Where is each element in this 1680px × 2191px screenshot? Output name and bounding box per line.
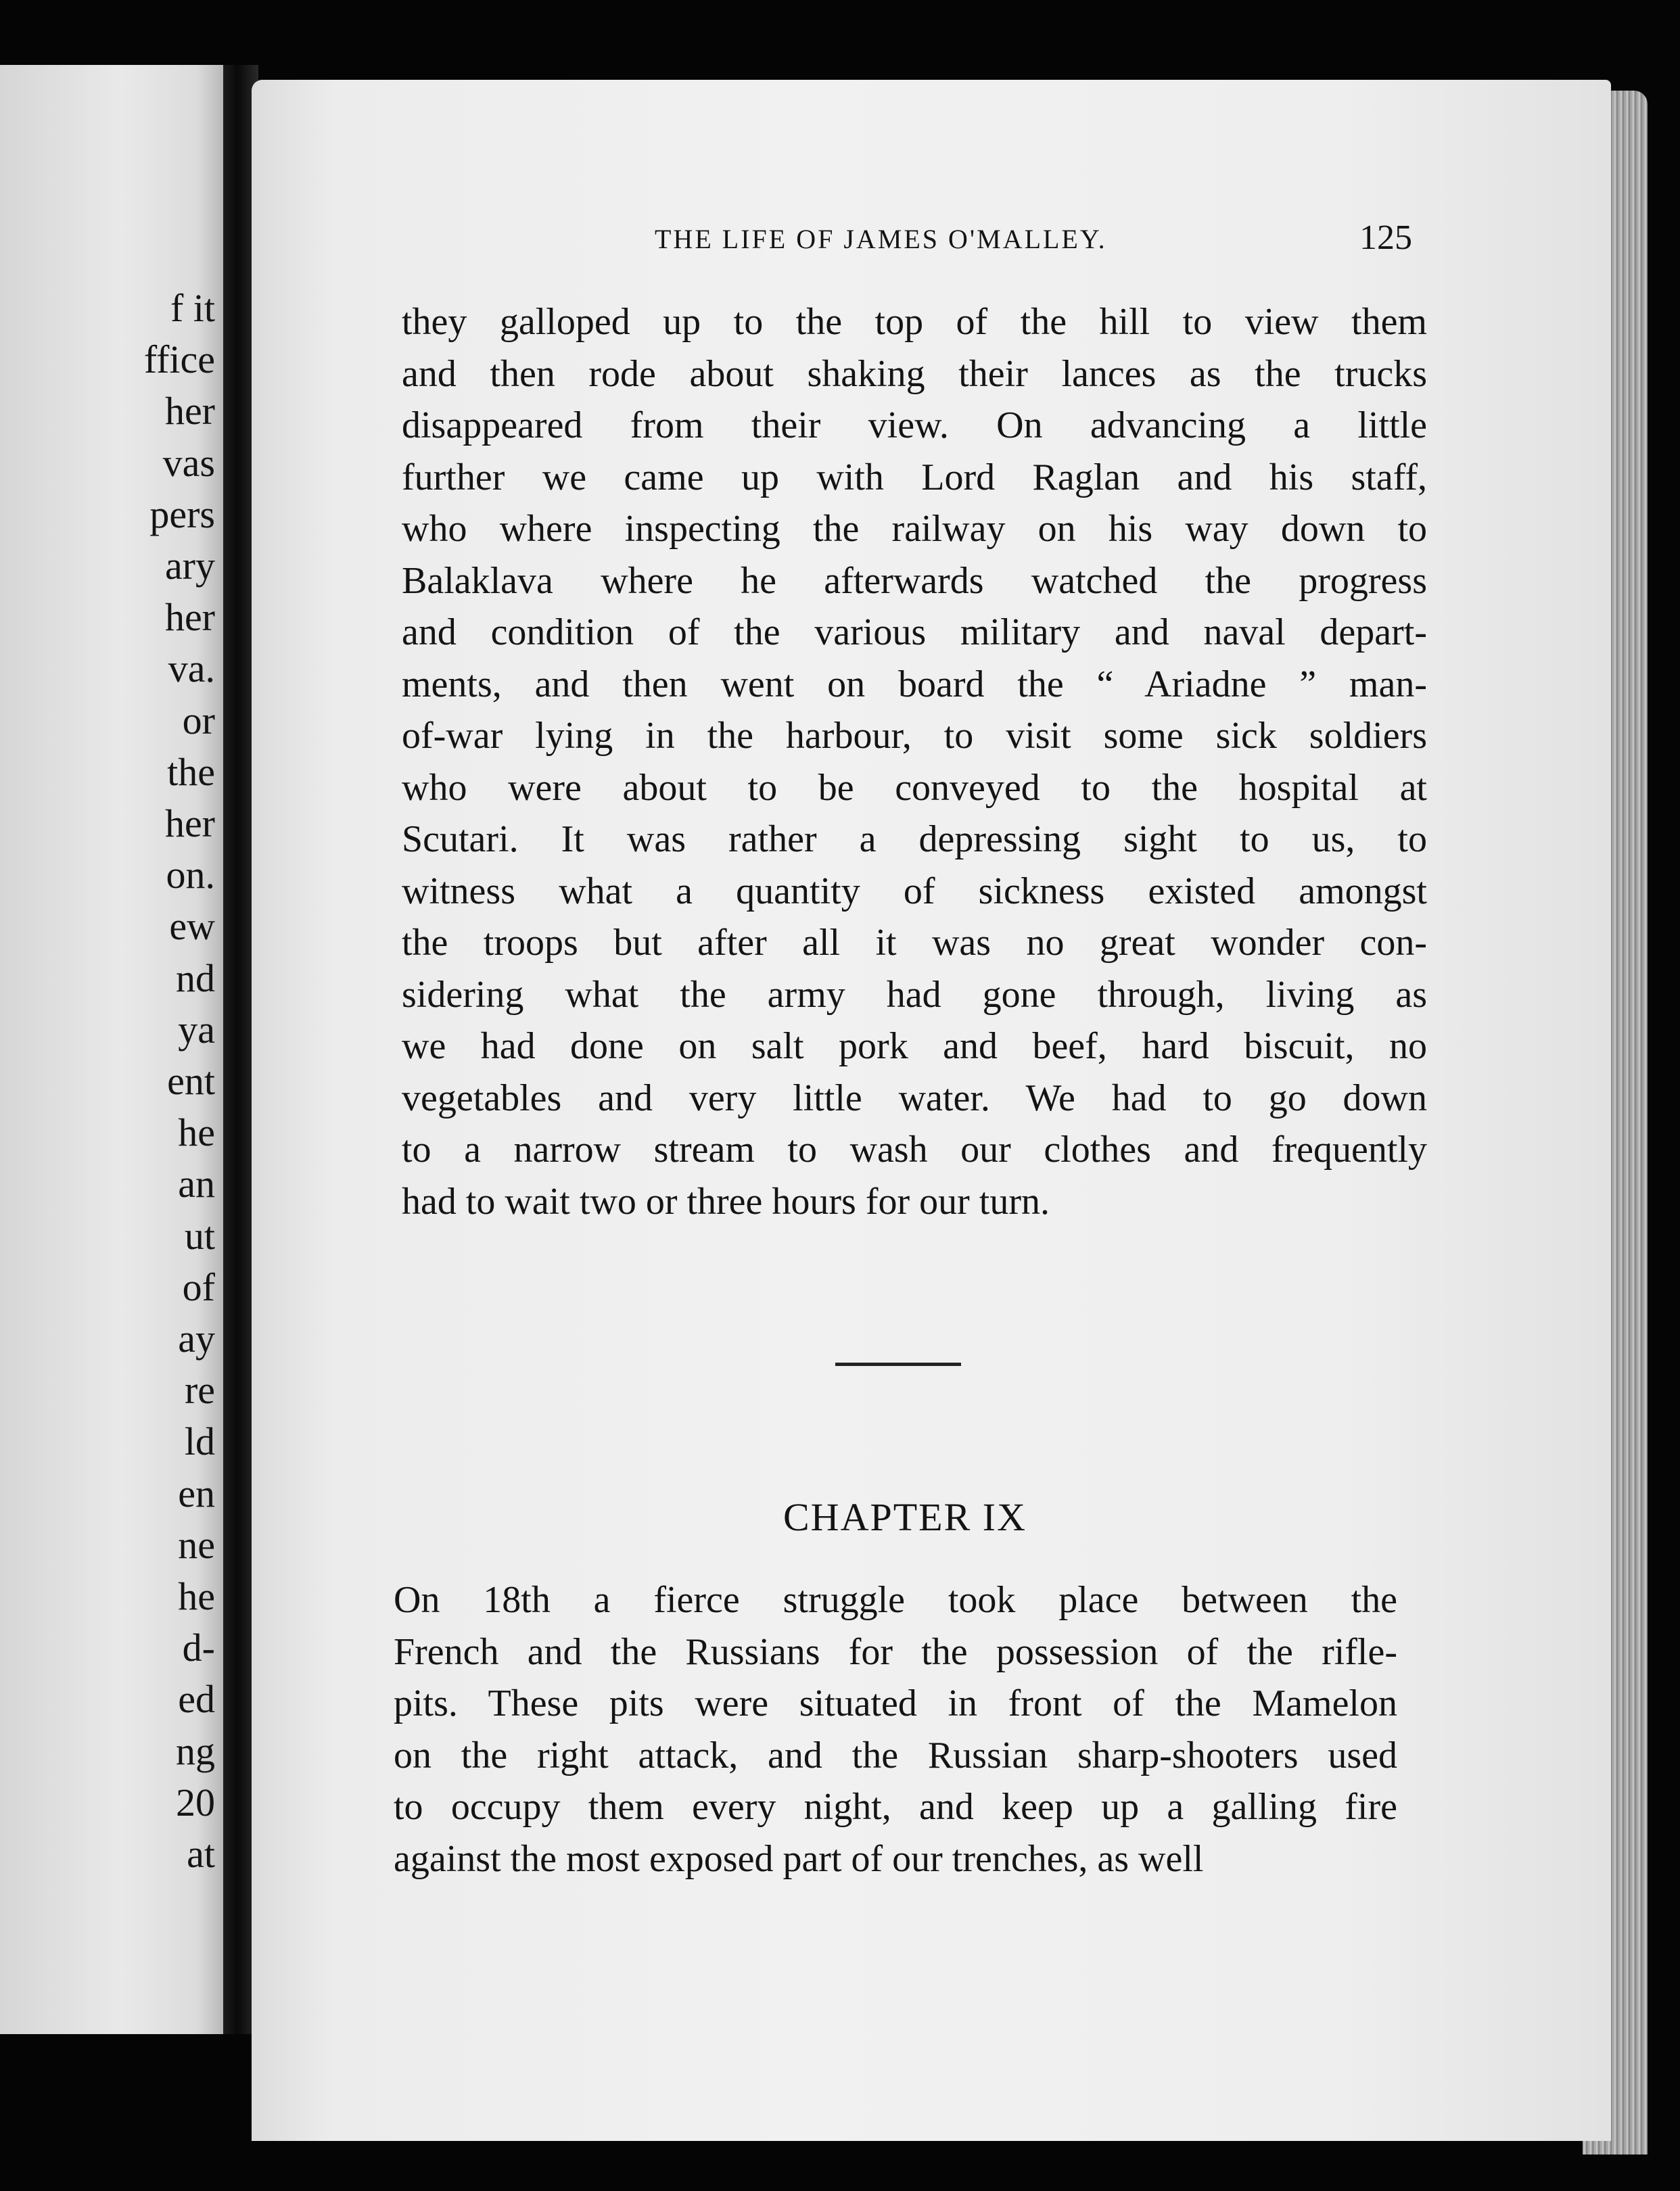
text-line: sidering what the army had gone through, living as xyxy=(402,973,1427,1016)
text-line: who where inspecting the railway on his way down to xyxy=(402,508,1427,550)
text-line: the troops but after all it was no great wonder con- xyxy=(402,922,1427,964)
text-line: vegetables and very little water. We had to go down xyxy=(402,1077,1427,1119)
left-page-fragment: or xyxy=(182,698,215,743)
text-line: they galloped up to the top of the hill to view them xyxy=(402,301,1427,343)
text-line: to a narrow stream to wash our clothes and frequently xyxy=(402,1129,1427,1171)
paragraph-continuation xyxy=(402,296,1427,1227)
left-page-fragment: ew xyxy=(169,904,215,949)
left-page-fragment: ed xyxy=(178,1677,215,1722)
left-page-fragment: ut xyxy=(184,1213,215,1258)
left-page-fragment: ng xyxy=(176,1728,215,1773)
text-line: Balaklava where he afterwards watched the progress xyxy=(402,559,1427,602)
text-line: against the most exposed part of our trenches, as well xyxy=(394,1837,1204,1880)
text-line: who were about to be conveyed to the hospital at xyxy=(402,766,1427,809)
left-page-fragment: ary xyxy=(164,544,215,588)
left-page-fragment: ent xyxy=(167,1059,215,1104)
text-line: disappeared from their view. On advancing a little xyxy=(402,404,1427,446)
text-line: pits. These pits were situated in front of the Mamelon xyxy=(394,1682,1397,1725)
left-page-fragment: ya xyxy=(178,1007,215,1052)
text-line: we had done on salt pork and beef, hard biscuit, no xyxy=(402,1025,1427,1067)
text-line: Scutari. It was rather a depressing sight to us, to xyxy=(402,818,1427,860)
left-page-fragment: at xyxy=(187,1832,215,1877)
left-page-fragment: en xyxy=(178,1471,215,1515)
left-page-fragment: the xyxy=(167,749,215,794)
left-page-fragment: he xyxy=(178,1574,215,1619)
left-page-fragment: ffice xyxy=(143,337,215,382)
chapter-heading: CHAPTER IX xyxy=(783,1495,1027,1539)
text-line: French and the Russians for the possession of the rifle- xyxy=(394,1630,1397,1673)
text-line: ments, and then went on board the “ Ariadne ” man- xyxy=(402,663,1427,705)
page-number: 125 xyxy=(1359,218,1412,257)
text-line: and then rode about shaking their lances as the trucks xyxy=(402,352,1427,395)
left-page-fragment: her xyxy=(164,595,215,640)
section-divider-rule xyxy=(835,1363,961,1366)
running-head: THE LIFE OF JAMES O'MALLEY. xyxy=(655,224,1107,254)
left-page-fragment: 20 xyxy=(176,1780,215,1824)
text-line: of-war lying in the harbour, to visit some sick soldiers xyxy=(402,715,1427,757)
left-page-fragment: of xyxy=(182,1265,215,1309)
left-page-fragment: he xyxy=(178,1110,215,1155)
left-page-fragment: vas xyxy=(162,440,215,485)
text-line: On 18th a fierce struggle took place between the xyxy=(394,1579,1397,1621)
text-line: and condition of the various military and naval depart- xyxy=(402,611,1427,653)
left-page-fragment: d- xyxy=(182,1626,215,1670)
left-page-fragment: nd xyxy=(176,956,215,1000)
text-line: witness what a quantity of sickness existed amongst xyxy=(402,870,1427,912)
text-line: further we came up with Lord Raglan and his staff, xyxy=(402,456,1427,498)
left-page-fragment: ne xyxy=(178,1522,215,1567)
left-page-fragment: her xyxy=(164,801,215,846)
left-page-fragment: ay xyxy=(178,1317,215,1361)
text-line: had to wait two or three hours for our turn. xyxy=(402,1180,1050,1223)
left-page-fragment: va. xyxy=(168,646,215,691)
text-line: to occupy them every night, and keep up a galling fire xyxy=(394,1786,1397,1829)
text-line: on the right attack, and the Russian sharp-shooters used xyxy=(394,1734,1397,1776)
left-page-line-fragments xyxy=(144,283,215,1880)
left-page-fragment: on. xyxy=(166,853,215,897)
left-page-fragment: pers xyxy=(149,492,215,536)
left-page-fragment: an xyxy=(178,1162,215,1206)
left-page-fragment: f it xyxy=(170,286,215,330)
left-page-fragment: re xyxy=(184,1368,215,1413)
left-facing-page xyxy=(0,65,223,2034)
left-page-fragment: her xyxy=(164,389,215,433)
left-page-fragment: ld xyxy=(184,1419,215,1464)
chapter-opening-paragraph xyxy=(394,1574,1397,1885)
